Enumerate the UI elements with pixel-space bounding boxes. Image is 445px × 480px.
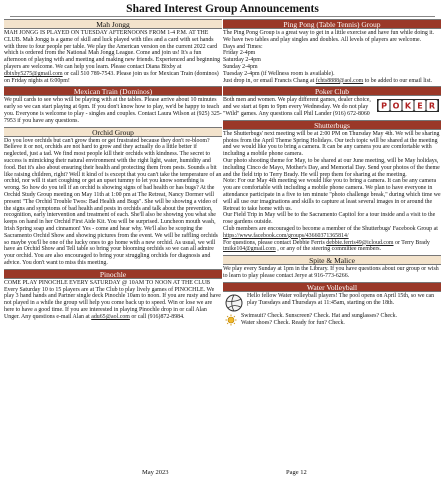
die-letter: O <box>392 101 400 111</box>
shutterbugs-header: Shutterbugs <box>223 120 441 130</box>
pinochle-headline: COME PLAY PINOCHLE EVERY SATURDAY @ 10AM TO NOON AT THE CLUB <box>4 279 210 286</box>
sun-icon <box>225 314 237 326</box>
page-footer <box>0 468 445 478</box>
page-title: Shared Interest Group Announcements <box>10 2 435 17</box>
pingpong-header: Ping Pong (Table Tennis) Group <box>223 19 441 29</box>
die-letter: K <box>404 101 412 111</box>
footer-page-number: Page 12 <box>286 469 307 476</box>
poker-section <box>223 97 441 117</box>
water-volleyball-header: Water Volleyball <box>223 282 441 292</box>
shutterbugs-facebook-text: Club members are encouraged to become a member of the Shutterbugs' Facebook Group at <box>223 225 438 232</box>
mexican-train-section <box>4 97 222 124</box>
die <box>415 100 426 111</box>
pinochle-header: Pinochle <box>4 269 222 279</box>
pinochle-body-end: or call (916)872-8984. <box>131 313 185 320</box>
orchid-section <box>4 138 222 267</box>
mahjong-body: MAH JONGG IS PLAYED ON TUESDAY AFTERNOONS FROM 1-4 P.M. AT THE CLUB. Mah Jongg is a game of skill and luck played with tiles and a card with set hands with three to four people per table. We play the American version on the current 2022 card which is ordered from the National Mah Jongg League. Come and join us! It's a fun afternoon of playing with and meeting and making new friends. Experienced and beginning players are welcome. We can help you learn. Please contact Diana Bixby at <box>4 30 221 70</box>
spite-malice-section <box>223 266 441 280</box>
orchid-header: Orchid Group <box>4 127 222 137</box>
poker-body: Both men and women. We play different games, dealer choice, and we start at 6pm to 9pm every Wednesday. We do not play "Wild" games. Any questions call Phil Lander (916) 672-8060 <box>223 97 371 117</box>
pinochle-email-link[interactable]: adu65@aol.com <box>91 313 130 320</box>
poker-header: Poker Club <box>223 86 441 96</box>
spite-malice-body: We play every Sunday at 1pm in the Library. If you have questions about our group or wish to learn to play please contact Jerye at 916-773-6266. <box>223 266 439 279</box>
pingpong-body: The Ping Pong Group is a great way to get in a little exercise and have fun while doing it. We have two tables and play singles and doubles. All levels of players are welcome. <box>223 30 435 43</box>
mahjong-section <box>4 30 222 84</box>
die <box>403 100 414 111</box>
shutterbugs-para: The Shutterbugs' next meeting will be at 2:00 PM on Thursday May 4th. We will be sharing photos from the April Theme Spring Holidays. Our tech topic will be shared at the meeting and we would like you to bring a camera. It can be any camera you are comfortable with including a mobile phone camera. <box>223 130 440 158</box>
pingpong-email-link[interactable]: fchts8888@aol.com <box>315 77 364 84</box>
shutterbugs-email-link[interactable]: tmike104@gmail.com <box>223 246 276 253</box>
left-column <box>4 19 222 322</box>
pingpong-schedule-item: Sunday 2-4pm <box>223 63 258 70</box>
footer-date: May 2023 <box>142 469 169 476</box>
die-letter: E <box>417 101 423 111</box>
water-volleyball-checklist: Swimsuit? Check. Sunscreen? Check. Hat and sunglasses? Check. <box>241 312 398 319</box>
shutterbugs-contact-text: , or any of the steering committee members. <box>277 246 382 253</box>
shutterbugs-section <box>223 131 441 253</box>
pingpong-closing: Just drop in, or email Francis Chang at <box>223 77 315 84</box>
poker-dice-icon <box>377 97 439 113</box>
die <box>379 100 390 111</box>
mexican-train-body: We pull cards to see who will be playing with at the tables. Please arrive about 10 minutes early so we can start playing at 6pm. If you don't know how to play, we'd be happy to teach you. Everyone is welcome to play - singles and couples. Contact Laura Wilson at (925) 325-7953 if you have any questions. <box>4 97 222 124</box>
mahjong-body-end: or call 510 789-7543. Please join us for Mexican Train (dominos) on Friday nights at 6:00pm! <box>4 70 219 84</box>
right-column <box>223 19 441 328</box>
die <box>391 100 402 111</box>
die-letter: R <box>428 101 436 111</box>
water-volleyball-checklist: Water shoes? Check. Ready for fun? Check. <box>241 319 345 326</box>
die-letter: P <box>381 101 387 111</box>
shutterbugs-contact-text: or Terry Brady <box>395 239 430 246</box>
mahjong-header: Mah Jongg <box>4 19 222 29</box>
die <box>427 100 438 111</box>
pingpong-closing-end: to be added to our email list. <box>364 77 432 84</box>
pingpong-section <box>223 30 441 84</box>
shutterbugs-para: Note: For our May 4th meeting we would like you to bring a camera. It can be any camera you are comfortable with including a mobile phone camera. We plan to have everyone in attendance participate in a five to ten minute "photo challenge break," during which time we will all use our imaginations and skills to capture at least several images in or around the Retreat to take home with us. <box>223 178 441 212</box>
pingpong-schedule-item: Tuesday 2-4pm (if Wellness room is available). <box>223 70 335 77</box>
pinochle-body: Every Saturday 10 to 15 players are at The Club to play lively games of PINOCHLE. We play 3 hand hands and Partner single deck Pinochle 10am to noon. If you are rusty and have not played in a while the group will help you come back up to speed. Win or lose we are here to have a good time. If you are interested in playing Pinochle drop in or call Alan Unger. Any questions e-mail Alan at <box>4 286 221 320</box>
volleyball-icon <box>225 294 243 312</box>
shutterbugs-contact-text: For questions, please contact Debbie Ferris <box>223 239 325 246</box>
mahjong-email-link[interactable]: dbixby5275@gmail.com <box>4 70 63 77</box>
pingpong-schedule-item: Saturday 2-4pm <box>223 57 261 64</box>
pingpong-schedule-item: Friday 2-4pm <box>223 50 256 57</box>
pinochle-section <box>4 280 222 321</box>
spite-malice-header: Spite & Malice <box>223 255 441 265</box>
shutterbugs-facebook-link[interactable]: https://www.facebook.com/groups/43660371365814/ <box>223 232 349 239</box>
orchid-body: Do you love orchids but can't grow them or get frustrated because they don't re-bloom? Believe it or not, orchids are not hard to grow and they actually do a little better if neglected, just a tad. We find most people kill their orchids with kindness. The secret to success is mimicking their natural environment with the right light, water, humidity and food. But it's also about ensuring their health and protecting them from pests. Sounds a bit like raising children, right? Well it kind of is except that you can't take the temperature of an orchid, nor will it start coughing or get an upset tummy to let you know something is wrong. So how do you tell if an orchid is showing signs of bad health or has bugs? At the Orchid Study Group meeting on May 11th at 1:00 pm at The Retreat, Nancy Dormer will present "The Orchid Trouble Twos: Bad Health and Bugs". She will be showing a video of the signs and symptoms of bad health and pests in orchids and talk about the prevention, recognition, early intervention and treatment of each. She'll also be showing you what she keeps on hand in her Orchid First Aide Kit. You will be surprised. Luncheon mouth wash, Irish Spring soap and cinnamon! Yes - come and hear why. We'll also be scoping the Sacramento Orchid Show and showing pictures from the event. We will be raffling orchids so maybe you'll be one of the lucky ones to go home with a new orchid. As usual, we will have an Orchid Show and Tell table so bring your blooming orchids so we can all admire your orchid. You are also encouraged to bring your struggling orchids for diagnosis and advice. You don't want to miss this meeting. <box>4 137 222 266</box>
shutterbugs-email-link[interactable]: debbie.ferris49@icloud.com <box>326 239 394 246</box>
water-volleyball-section <box>223 293 441 327</box>
shutterbugs-para: Our Field Trip in May will be to the Sacramento Capitol for a tour inside and a visit to the rose gardens outside. <box>223 212 436 226</box>
water-volleyball-body: Hello fellow Water volleyball players! The pool opens on April 15th, so we can play Tuesdays and Thursdays at 11:45am, starting on the 18th. <box>247 292 435 306</box>
pingpong-schedule-label: Days and Times: <box>223 43 263 50</box>
mexican-train-header: Mexican Train (Dominos) <box>4 86 222 96</box>
shutterbugs-para: Our photo shooting theme for May, to be shared at our June meeting, will be May holidays, including Cinco de Mayo, Mother's Day, and Memorial Day. Send your photos of the theme and the field trip to Terry Brady. He will prep them for sharing at the meeting. <box>223 157 440 178</box>
